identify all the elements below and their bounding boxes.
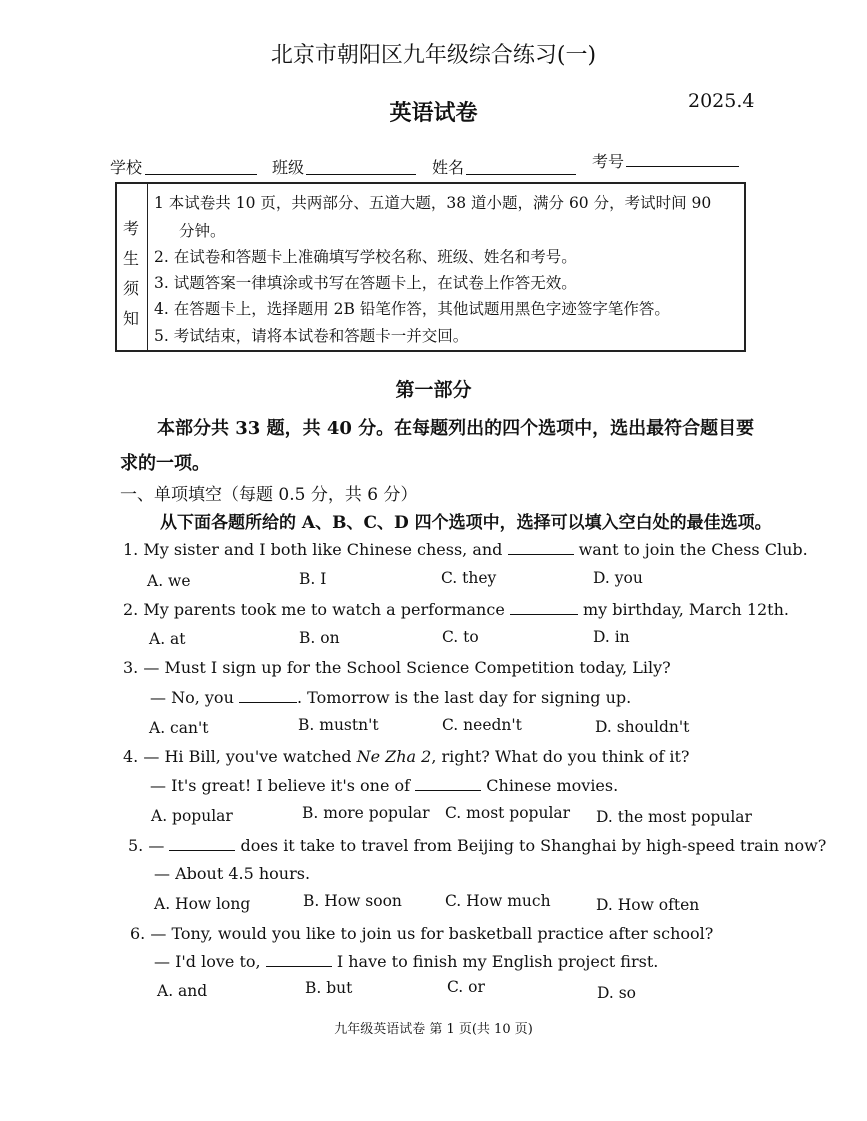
question-5-option-a[interactable]: A. How long <box>154 895 251 913</box>
question-3-stem-b: . Tomorrow is the last day for signing up. <box>296 688 632 707</box>
notice-item-5: 5. 考试结束，请将本试卷和答题卡一并交回。 <box>154 327 469 345</box>
question-3-option-d[interactable]: D. shouldn't <box>595 718 690 736</box>
part-intro-line1: 本部分共 33 题，共 40 分。在每题列出的四个选项中，选出最符合题目要 <box>157 418 755 439</box>
question-2-stem-b: my birthday, March 12th. <box>582 600 789 619</box>
question-4-stem-d: Chinese movies. <box>486 776 619 795</box>
question-6-line2 <box>154 952 658 971</box>
question-4-line1 <box>123 747 689 766</box>
question-3-blank[interactable] <box>239 688 297 703</box>
name-field[interactable] <box>466 174 576 175</box>
section-instruction: 从下面各题所给的 A、B、C、D 四个选项中，选择可以填入空白处的最佳选项。 <box>160 513 772 533</box>
question-6-option-b[interactable]: B. but <box>305 979 353 997</box>
question-1-option-d[interactable]: D. you <box>593 569 643 587</box>
question-5-option-c[interactable]: C. How much <box>445 892 551 910</box>
question-1-option-b[interactable]: B. I <box>299 570 327 588</box>
question-1-stem-a: 1. My sister and I both like Chinese chess, and <box>123 540 503 559</box>
notice-side-char: 知 <box>123 309 140 328</box>
question-2-text <box>123 600 789 619</box>
exam-title: 北京市朝阳区九年级综合练习(一) <box>270 43 597 68</box>
question-6-option-c[interactable]: C. or <box>447 978 485 996</box>
question-3-option-c[interactable]: C. needn't <box>442 716 522 734</box>
question-4-movie-title: Ne Zha 2 <box>356 747 432 766</box>
question-5-blank[interactable] <box>169 836 235 851</box>
section-heading: 一、单项填空（每题 0.5 分，共 6 分） <box>120 485 418 505</box>
exam-no-label: 考号 <box>592 152 625 171</box>
exam-date: 2025.4 <box>688 90 755 112</box>
question-4-blank[interactable] <box>415 776 481 791</box>
question-4-stem-a: 4. — Hi Bill, you've watched <box>123 747 352 766</box>
class-label: 班级 <box>272 158 305 177</box>
notice-item-3: 3. 试题答案一律填涂或书写在答题卡上，在试卷上作答无效。 <box>154 274 577 292</box>
question-4-option-b[interactable]: B. more popular <box>302 804 430 822</box>
question-1-blank[interactable] <box>508 540 574 555</box>
notice-side-label <box>117 184 148 350</box>
question-4-option-a[interactable]: A. popular <box>151 807 233 825</box>
question-2-stem-a: 2. My parents took me to watch a performance <box>123 600 505 619</box>
notice-item-2: 2. 在试卷和答题卡上准确填写学校名称、班级、姓名和考号。 <box>154 248 577 266</box>
exam-subtitle: 英语试卷 <box>389 100 478 126</box>
question-1-text <box>123 540 808 559</box>
question-3-line2 <box>150 688 631 707</box>
question-6-option-a[interactable]: A. and <box>157 982 208 1000</box>
question-6-option-d[interactable]: D. so <box>597 984 637 1002</box>
question-3-option-a[interactable]: A. can't <box>149 719 209 737</box>
question-4-option-c[interactable]: C. most popular <box>445 804 571 822</box>
question-1-option-c[interactable]: C. they <box>441 569 497 587</box>
question-1-option-a[interactable]: A. we <box>147 572 191 590</box>
question-6-blank[interactable] <box>266 952 332 967</box>
school-label: 学校 <box>110 158 143 177</box>
question-4-option-d[interactable]: D. the most popular <box>596 808 752 826</box>
part-title: 第一部分 <box>395 379 472 401</box>
question-3-option-b[interactable]: B. mustn't <box>298 716 379 734</box>
question-5-stem-b: does it take to travel from Beijing to Shanghai by high-speed train now? <box>240 836 827 855</box>
notice-side-char: 考 <box>123 219 140 238</box>
notice-item-1: 1 本试卷共 10 页，共两部分、五道大题，38 道小题，满分 60 分，考试时间 90 <box>154 194 712 212</box>
question-4-stem-b: , right? What do you think of it? <box>431 747 690 766</box>
question-2-option-c[interactable]: C. to <box>442 628 479 646</box>
question-1-stem-b: want to join the Chess Club. <box>578 540 808 559</box>
page-footer: 九年级英语试卷 第 1 页(共 10 页) <box>334 1022 533 1037</box>
question-5-option-b[interactable]: B. How soon <box>303 892 402 910</box>
name-label: 姓名 <box>432 158 465 177</box>
question-5-line2: — About 4.5 hours. <box>154 864 311 883</box>
part-intro-line2: 求的一项。 <box>120 453 210 474</box>
question-6-line1: 6. — Tony, would you like to join us for basketball practice after school? <box>130 924 714 943</box>
notice-side-char: 须 <box>123 279 140 298</box>
question-2-blank[interactable] <box>510 600 578 615</box>
question-5-line1 <box>128 836 826 855</box>
notice-side-char: 生 <box>123 249 140 268</box>
question-3-line1: 3. — Must I sign up for the School Science Competition today, Lily? <box>123 658 671 677</box>
question-3-stem-a: — No, you <box>150 688 234 707</box>
question-2-option-a[interactable]: A. at <box>149 630 186 648</box>
question-2-option-b[interactable]: B. on <box>299 629 340 647</box>
question-5-option-d[interactable]: D. How often <box>596 896 700 914</box>
question-2-option-d[interactable]: D. in <box>593 628 630 646</box>
question-6-stem-b: I have to finish my English project first. <box>336 952 659 971</box>
question-6-stem-a: — I'd love to, <box>154 952 261 971</box>
exam-no-field[interactable] <box>626 166 739 167</box>
question-4-stem-c: — It's great! I believe it's one of <box>150 776 411 795</box>
school-field[interactable] <box>145 174 257 175</box>
question-4-line2 <box>150 776 618 795</box>
exam-notice-box <box>115 182 746 352</box>
class-field[interactable] <box>306 174 416 175</box>
notice-item-4: 4. 在答题卡上，选择题用 2B 铅笔作答，其他试题用黑色字迹签字笔作答。 <box>154 300 670 318</box>
notice-item-1-cont: 分钟。 <box>179 222 226 240</box>
question-5-stem-a: 5. — <box>128 836 165 855</box>
